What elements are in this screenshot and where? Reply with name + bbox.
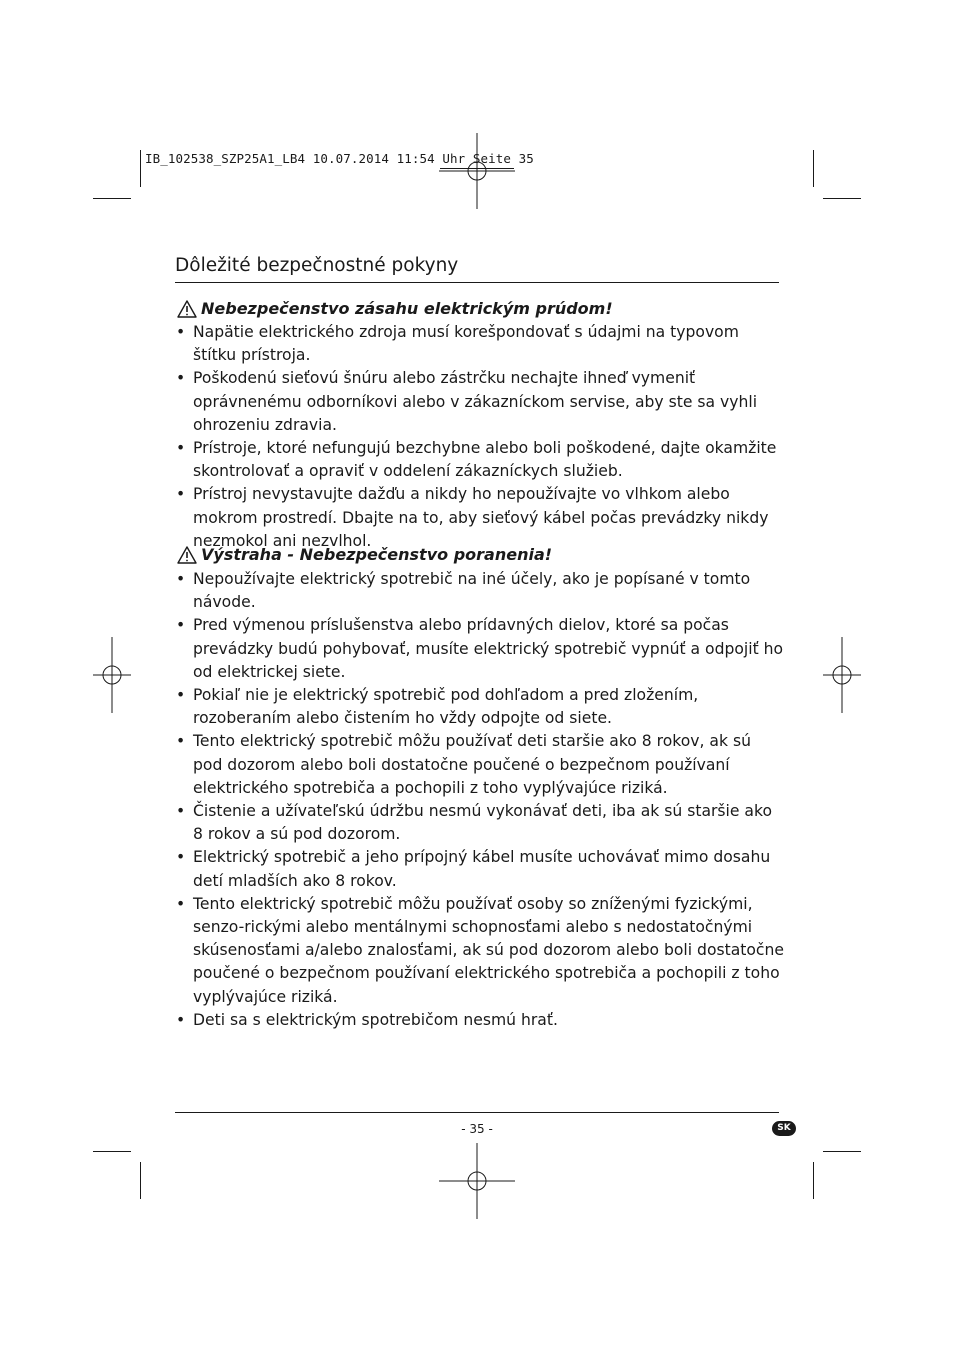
list-item: • Deti sa s elektrickým spotrebičom nesmú hrať. [175,1009,785,1032]
crop-mark [93,1151,131,1152]
warning-triangle-icon [177,546,197,564]
crop-mark [93,198,131,199]
page-number: - 35 - [461,1122,493,1136]
registration-mark-icon [93,637,131,713]
crop-mark [140,150,141,187]
list-item: • Poškodenú sieťovú šnúru alebo zástrčku nechajte ihneď vymeniť oprávnenému odborníkovi alebo v zákazníckom servise, aby ste sa vyhli ohrozeniu zdravia. [175,367,785,437]
crop-mark [140,1162,141,1199]
crop-mark [823,1151,861,1152]
section-heading-injury [177,545,552,564]
warning-triangle-icon [177,300,197,318]
registration-mark-icon [439,133,515,209]
section-heading-electric-shock [177,299,613,318]
crop-mark [813,1162,814,1199]
print-slug: IB_102538_SZP25A1_LB4 10.07.2014 11:54 Uhr Seite 35 [145,151,534,166]
slug-underline [440,168,514,169]
registration-mark-icon [823,637,861,713]
list-item: • Tento elektrický spotrebič môžu používať osoby so zníženými fyzickými, senzo-rickými alebo mentálnymi schopnosťami alebo s nedostatočnými skúsenosťami a/alebo znalosťami, ak sú pod dozorom alebo boli dostatočne poučené o bezpečnom používaní elektrického spotrebiča a pochopili z toho vyplývajúce riziká. [175,893,785,1009]
title-rule [175,282,779,283]
section-heading-text: Nebezpečenstvo zásahu elektrickým prúdom! [201,299,613,318]
page-title: Dôležité bezpečnostné pokyny [175,255,459,276]
footer-rule [175,1112,779,1113]
bullet-list-electric-shock [175,321,785,553]
list-item: • Elektrický spotrebič a jeho prípojný kábel musíte uchovávať mimo dosahu detí mladších ako 8 rokov. [175,846,785,892]
crop-mark [823,198,861,199]
list-item: • Čistenie a užívateľskú údržbu nesmú vykonávať deti, iba ak sú staršie ako 8 rokov a sú pod dozorom. [175,800,785,846]
list-item: • Napätie elektrického zdroja musí korešpondovať s údajmi na typovom štítku prístroja. [175,321,785,367]
list-item: • Pred výmenou príslušenstva alebo prídavných dielov, ktoré sa počas prevádzky budú pohybovať, musíte elektrický spotrebič vypnúť a odpojiť ho od elektrickej siete. [175,614,785,684]
bullet-list-injury [175,568,785,1032]
language-badge: SK [772,1121,796,1136]
registration-mark-icon [439,1143,515,1219]
list-item: • Nepoužívajte elektrický spotrebič na iné účely, ako je popísané v tomto návode. [175,568,785,614]
crop-mark [813,150,814,187]
list-item: • Prístroje, ktoré nefungujú bezchybne alebo boli poškodené, dajte okamžite skontrolovať a opraviť v oddelení zákazníckych služieb. [175,437,785,483]
list-item: • Tento elektrický spotrebič môžu používať deti staršie ako 8 rokov, ak sú pod dozorom alebo boli dostatočne poučené o bezpečnom používaní elektrického spotrebiča a pochopili z toho vyplývajúce riziká. [175,730,785,800]
section-heading-text: Výstraha - Nebezpečenstvo poranenia! [201,545,553,564]
list-item: • Pokiaľ nie je elektrický spotrebič pod dohľadom a pred zložením, rozoberaním alebo čistením ho vždy odpojte od siete. [175,684,785,730]
list-item: • Prístroj nevystavujte dažďu a nikdy ho nepoužívajte vo vlhkom alebo mokrom prostredí. Dbajte na to, aby sieťový kábel počas prevádzky nikdy nezmokol ani nezvlhol. [175,483,785,553]
